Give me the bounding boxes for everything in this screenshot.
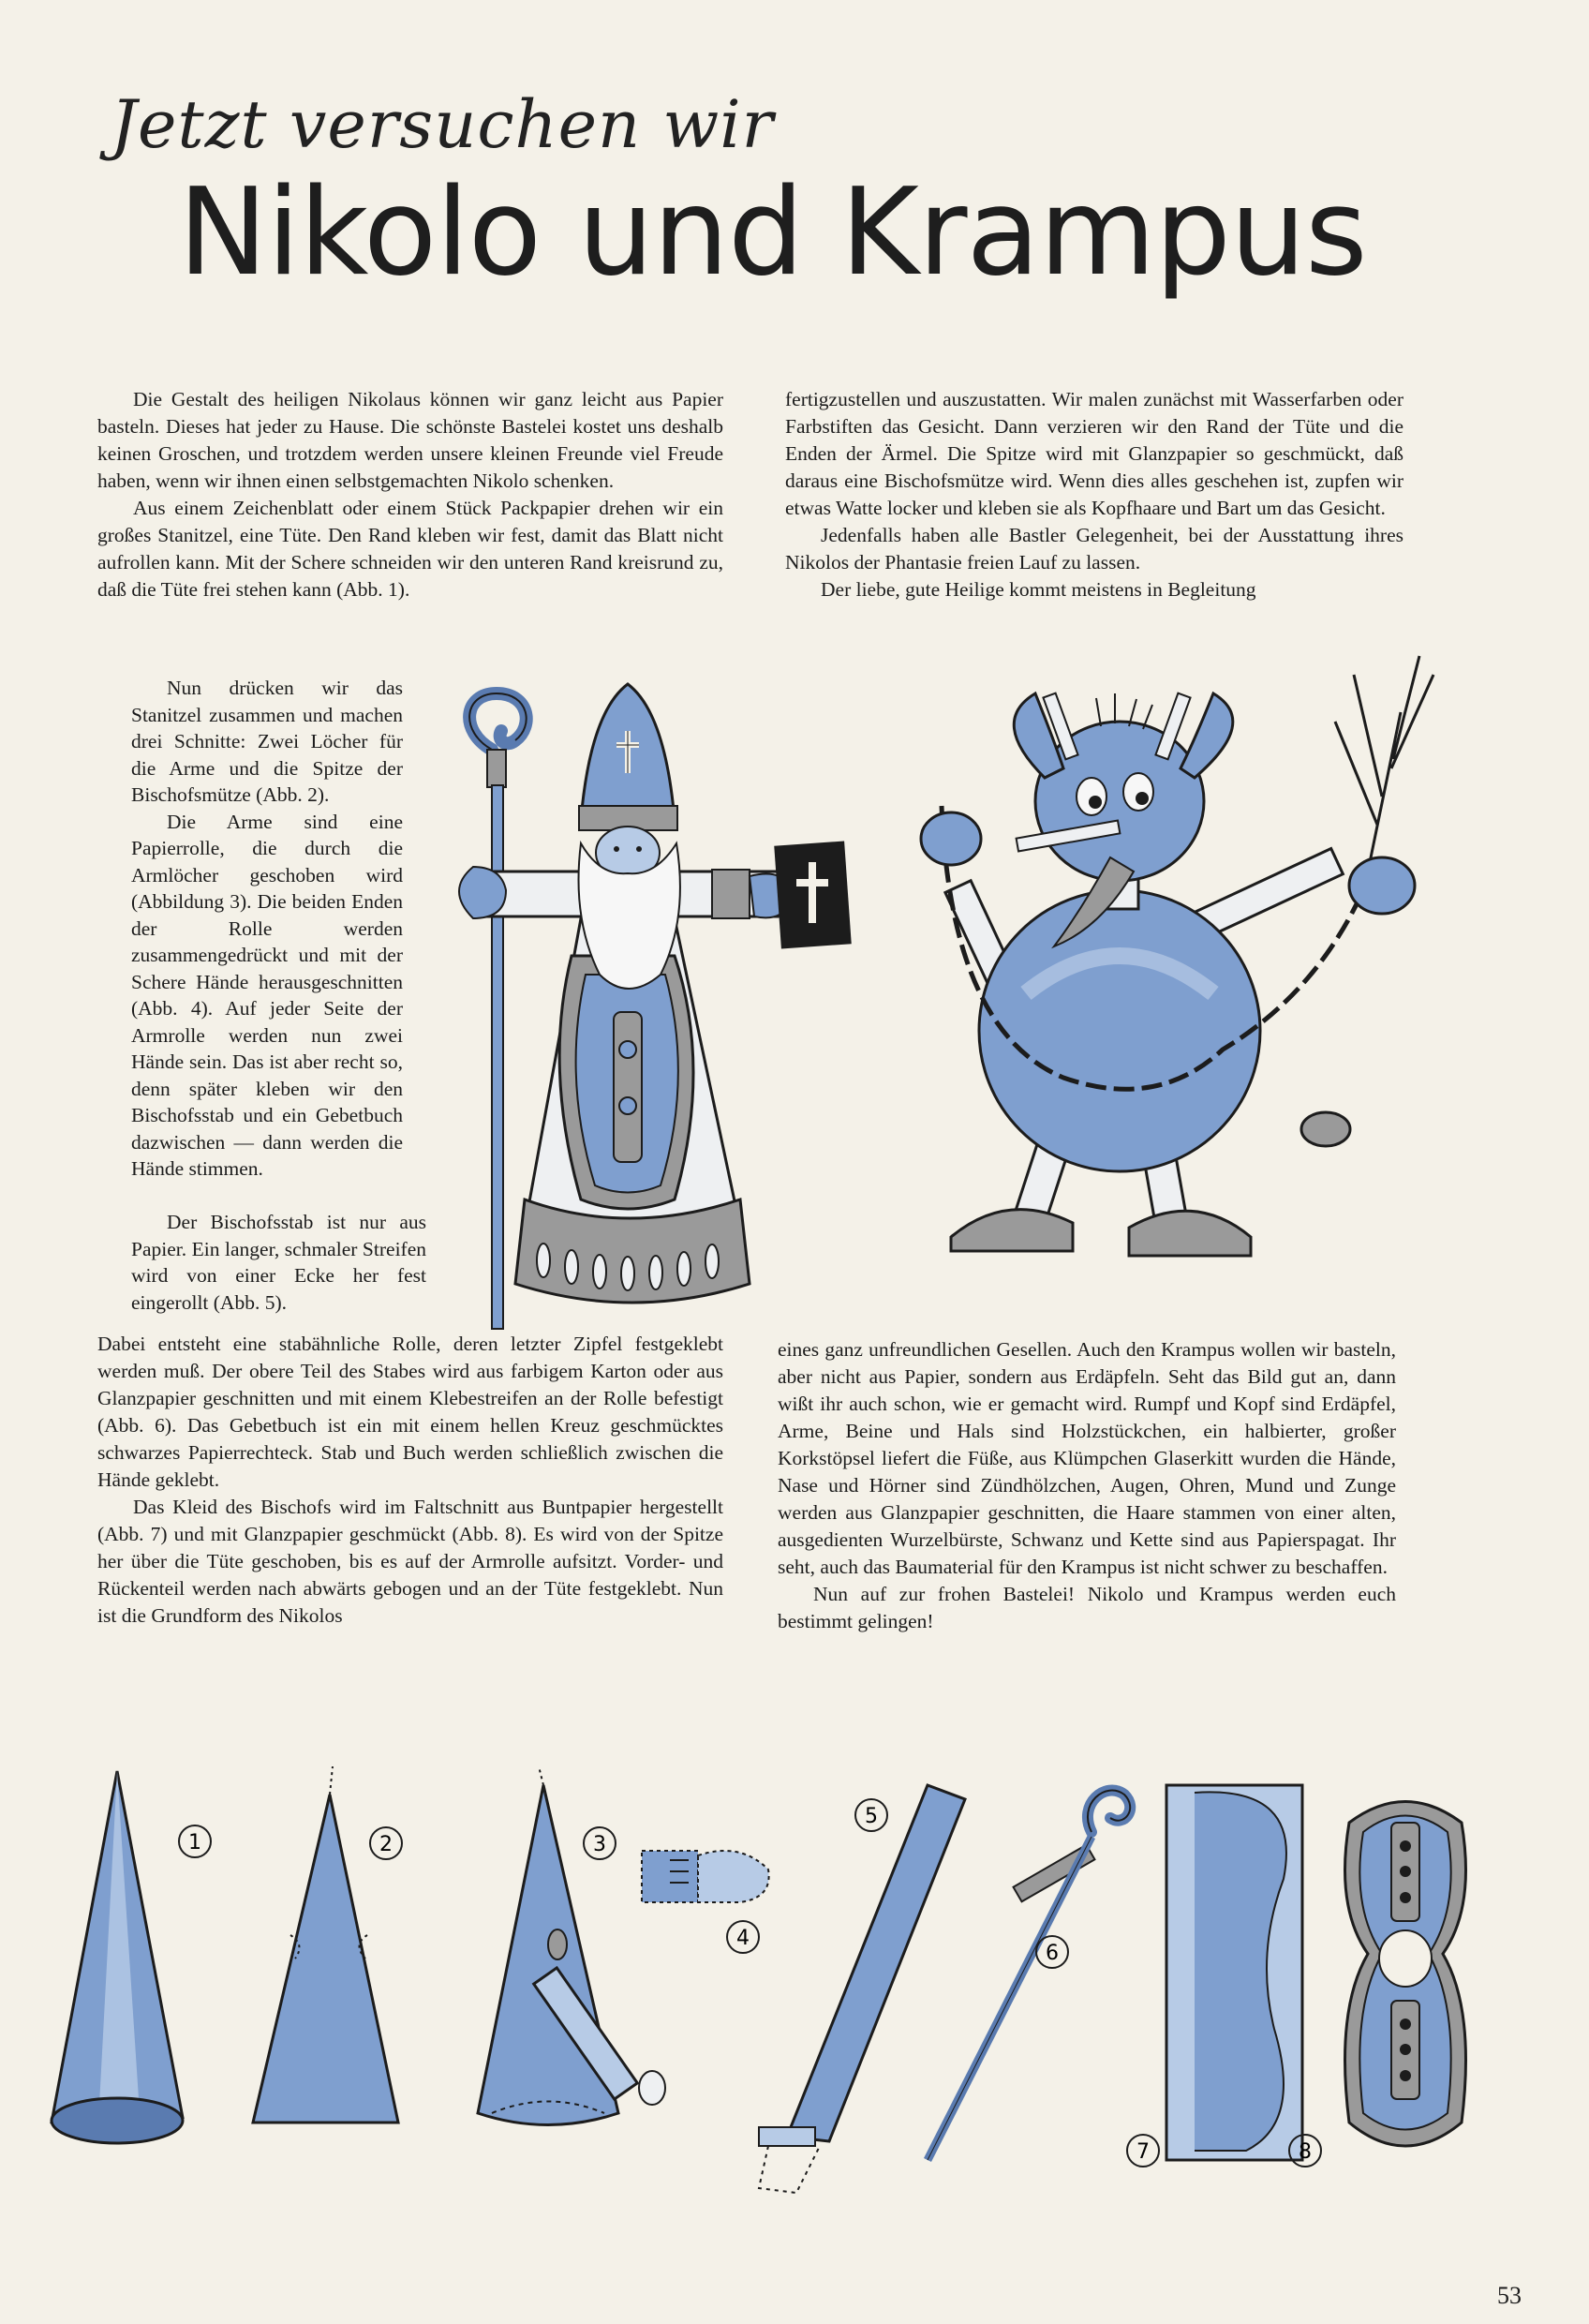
staff-crook-icon [469,693,527,750]
diagram-6-staff [928,1791,1130,2160]
paragraph: Nun auf zur frohen Bastelei! Nikolo und Krampus werden euch bestimmt gelingen! [778,1583,1396,1632]
right-column-top [785,386,1403,603]
paragraph: Nun drücken wir das Stanitzel zusammen und machen drei Schnitte: Zwei Löcher für die Arme und die Spitze der Bischofsmütze (Abb. 2). [131,677,403,806]
instruction-diagrams [28,1766,1546,2197]
figure-label: 4 [736,1927,750,1950]
diagram-7-fold-cut [1127,1785,1302,2167]
figure-label: 8 [1299,2140,1312,2164]
figure-label: 5 [865,1805,878,1828]
figure-label: 1 [188,1831,201,1855]
figure-label: 3 [593,1833,606,1856]
paragraph: Aus einem Zeichenblatt oder einem Stück Packpapier drehen wir ein großes Stanitzel, eine Tüte. Den Rand kleben wir fest, damit das Blatt nicht aufrollen kann. Mit der Schere schneiden wir den unteren Rand kreisrund zu, daß die Tüte frei stehen kann (Abb. 1). [97,497,723,601]
page-title: Nikolo und Krampus [178,163,1367,303]
paragraph: Dabei entsteht eine stabähnliche Rolle, deren letzter Zipfel festgeklebt werden muß. Der obere Teil des Stabes wird aus farbigem Karton oder aus Glanzpapier geschnitten und mit einem Klebestreifen an der Rolle befestigt (Abb. 6). Das Gebetbuch ist ein mit einem hellen Kreuz geschmücktes schwarzes Papierrechteck. Stab und Buch werden schließlich zwischen die Hände geklebt. [97,1333,723,1491]
paragraph: Jedenfalls haben alle Bastler Gelegenheit, bei der Ausstattung ihres Nikolos der Phantasie freien Lauf zu lassen. [785,524,1403,574]
kicker-heading: Jetzt versuchen wir [111,86,775,163]
paragraph: eines ganz unfreundlichen Gesellen. Auch den Krampus wollen wir basteln, aber nicht aus Papier, sondern aus Erdäpfeln. Seht das Bild gut an, dann wißt ihr auch schon, wie er gemacht wird. Rumpf und Kopf sind Erdäpfel, Arme, Beine und Hals sind Holzstückchen, ein halbierter, großer Korkstöpsel liefert die Füße, aus Klümpchen Glaserkitt wurden die Hände, Nase und Hörner sind Zündhölzchen, Augen, Ohren, Mund und Zunge werden aus Glanzpapier geschnitten, die Haare stammen von einer alten, ausgedienten Wurzelbürste, Schwanz und Kette sind aus Papierspagat. Ihr seht, auch das Baumaterial für den Krampus ist nicht schwer zu beschaffen. [778,1338,1396,1578]
left-column-top [97,386,723,603]
figure-label: 2 [379,1833,393,1856]
diagram-3-arm-roll [478,1766,665,2125]
paragraph: Die Gestalt des heiligen Nikolaus können wir ganz leicht aus Papier basteln. Dieses hat jeder zu Hause. Die schönste Bastelei kostet uns deshalb keinen Groschen, und trotzdem werden unsere kleinen Freunde viel Freude haben, wenn wir ihnen einen selbstgemachten Nikolo schenken. [97,388,723,492]
paragraph: Die Arme sind eine Papierrolle, die durch die Armlöcher geschoben wird (Abbildung 3). Die beiden Enden der Rolle werden zusammengedrückt und mit der Schere Hände herausgeschnitten (Abb. 4). Auf jeder Seite der Armrolle werden nun zwei Hände sein. Das ist aber recht so, denn später kleben wir den Bischofsstab und ein Gebetbuch dazwischen — dann werden die Hände stimmen. [131,810,403,1180]
diagram-2-cut-cone [253,1766,402,2123]
page-number: 53 [1497,2282,1522,2309]
right-column-bottom [778,1336,1396,1635]
figure-label: 6 [1046,1942,1059,1965]
diagram-1-cone [52,1771,211,2143]
left-column-bottom [97,1331,723,1630]
figure-label: 7 [1136,2140,1150,2164]
paragraph: Der liebe, gute Heilige kommt meistens in Begleitung [821,578,1256,601]
paragraph: Der Bischofsstab ist nur aus Papier. Ein langer, schmaler Streifen wird von einer Ecke her fest eingerollt (Abb. 5). [131,1211,426,1314]
left-column-wrap-staff [131,1209,426,1316]
paragraph: Das Kleid des Bischofs wird im Faltschnitt aus Buntpapier hergestellt (Abb. 7) und mit Glanzpapier geschmückt (Abb. 8). Es wird von der Spitze her über die Tüte geschoben, bis es auf der Armrolle aufsitzt. Vorder- und Rückenteil werden nach abwärts gebogen und an der Tüte festgeklebt. Nun ist die Grundform des Nikolos [97,1496,723,1627]
diagram-5-strip [759,1785,965,2193]
krampus-illustration [913,637,1438,1303]
left-column-wrap [131,675,403,1183]
nikolo-illustration [440,675,946,1331]
diagram-8-robe [1289,1802,1466,2168]
diagram-4-hand [642,1851,769,1953]
paragraph: fertigzustellen und auszustatten. Wir malen zunächst mit Wasserfarben oder Farbstiften das Gesicht. Dann verzieren wir den Rand der Tüte und die Enden der Ärmel. Die Spitze wird mit Glanzpapier so geschmückt, daß daraus eine Bischofsmütze wird. Wenn dies alles geschehen ist, zupfen wir etwas Watte locker und kleben sie als Kopfhaare und Bart um das Gesicht. [785,388,1403,519]
